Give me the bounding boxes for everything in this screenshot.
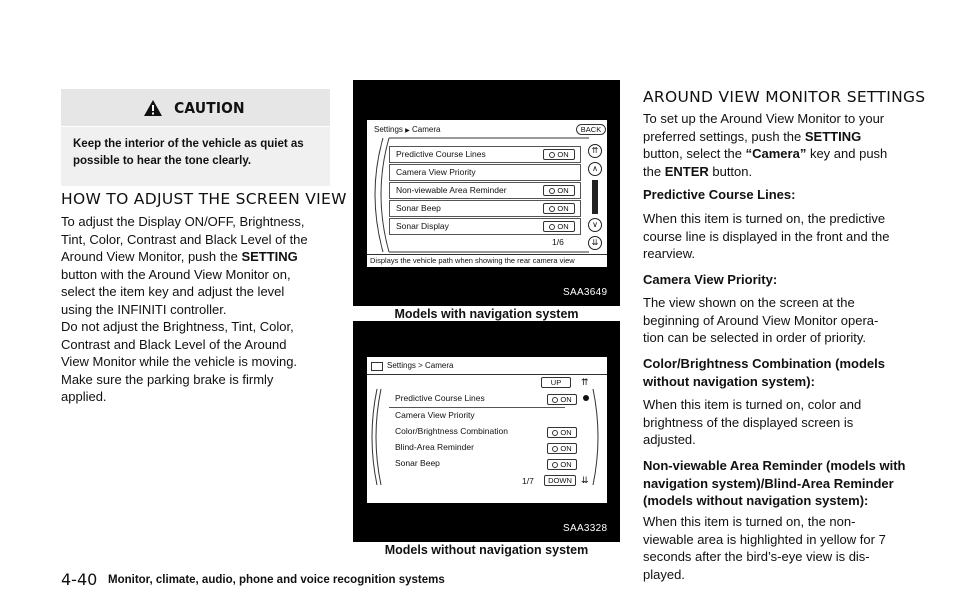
nav-toggle-sonar-beep[interactable]: ON bbox=[543, 203, 575, 214]
nav-scrollbar[interactable] bbox=[592, 180, 598, 214]
settings-cvp-heading: Camera View Priority: bbox=[643, 272, 778, 287]
nav-toggle-sonar-display[interactable]: ON bbox=[543, 221, 575, 232]
nonav-up-button[interactable]: UP bbox=[541, 377, 571, 388]
settings-pcl-text: When this item is turned on, the predictive course line is displayed in the front and the rearview. bbox=[643, 211, 890, 262]
nonav-toggle-color-brightness[interactable]: ON bbox=[547, 427, 577, 438]
settings-pcl-heading: Predictive Course Lines: bbox=[643, 187, 796, 202]
figure-nonav-caption: Models without navigation system bbox=[384, 543, 589, 557]
adjust-paragraph-1: To adjust the Display ON/OFF, Brightness, Tint, Color, Contrast and Black Level of the Around View Monitor, push the SETTING button with the Around View Monitor on, select the item key and adjust the level using the INFINITI controller. bbox=[61, 214, 308, 317]
nav-hint-bar: Displays the vehicle path when showing the rear camera view bbox=[367, 254, 607, 267]
caution-header bbox=[61, 89, 330, 126]
figure-nav-caption: Models with navigation system bbox=[394, 307, 579, 321]
nonav-toggle-blind-area[interactable]: ON bbox=[547, 443, 577, 454]
section-heading-adjust: HOW TO ADJUST THE SCREEN VIEW bbox=[61, 190, 347, 208]
nonav-row-color-brightness[interactable]: Color/Brightness Combination bbox=[389, 424, 565, 441]
settings-cbc-heading: Color/Brightness Combination (models without navigation system): bbox=[643, 356, 885, 389]
nav-scroll-top-icon[interactable]: ⇈ bbox=[588, 144, 602, 158]
nonav-scroll-position bbox=[583, 395, 589, 401]
settings-intro: To set up the Around View Monitor to your preferred settings, push the SETTING button, select the “Camera” key and push the ENTER button. bbox=[643, 111, 888, 179]
settings-nvar-text: When this item is turned on, the non- viewable area is highlighted in yellow for 7 seconds after the bird’s-eye view is dis- played. bbox=[643, 514, 886, 582]
nonav-scroll-bottom-icon[interactable]: ⇊ bbox=[581, 475, 589, 485]
adjust-paragraph-2: Do not adjust the Brightness, Tint, Color, Contrast and Black Level of the Around View Monitor while the vehicle is moving. Make sure the parking brake is firmly applied. bbox=[61, 319, 298, 405]
nav-scroll-up-icon[interactable]: ∧ bbox=[588, 162, 602, 176]
nav-row-sonar-display[interactable]: Sonar Display bbox=[389, 218, 581, 235]
nonav-toggle-predictive[interactable]: ON bbox=[547, 394, 577, 405]
nonav-row-blind-area[interactable]: Blind-Area Reminder bbox=[389, 440, 565, 457]
nav-row-non-viewable-area[interactable]: Non-viewable Area Reminder bbox=[389, 182, 581, 199]
chapter-title: Monitor, climate, audio, phone and voice recognition systems bbox=[108, 574, 445, 586]
nav-row-camera-view-priority[interactable]: Camera View Priority bbox=[389, 164, 581, 181]
nav-scroll-down-icon[interactable]: ∨ bbox=[588, 218, 602, 232]
nav-toggle-predictive[interactable]: ON bbox=[543, 149, 575, 160]
nonav-down-button[interactable]: DOWN bbox=[544, 475, 576, 486]
nonav-row-predictive-course-lines[interactable]: Predictive Course Lines bbox=[389, 391, 565, 408]
figure-nonav-frame bbox=[353, 321, 620, 542]
nonav-toggle-sonar-beep[interactable]: ON bbox=[547, 459, 577, 470]
nav-screen bbox=[366, 119, 608, 268]
nonav-breadcrumb: Settings > Camera bbox=[387, 361, 454, 370]
nonav-screen bbox=[366, 356, 608, 504]
caution-title: CAUTION bbox=[174, 98, 245, 117]
nav-scroll-bottom-icon[interactable]: ⇊ bbox=[588, 236, 602, 250]
settings-cvp-text: The view shown on the screen at the beginning of Around View Monitor opera- tion can be selected in order of priority. bbox=[643, 295, 879, 346]
nonav-row-camera-view-priority[interactable]: Camera View Priority bbox=[389, 408, 565, 425]
nonav-scroll-top-icon[interactable]: ⇈ bbox=[581, 377, 589, 387]
nav-toggle-non-viewable[interactable]: ON bbox=[543, 185, 575, 196]
nav-row-predictive-course-lines[interactable]: Predictive Course Lines bbox=[389, 146, 581, 163]
section-heading-settings: AROUND VIEW MONITOR SETTINGS bbox=[643, 88, 926, 106]
nonav-page-indicator: 1/7 bbox=[522, 476, 534, 486]
nonav-row-sonar-beep[interactable]: Sonar Beep bbox=[389, 456, 565, 473]
nav-page-indicator: 1/6 bbox=[552, 237, 564, 247]
settings-cbc-text: When this item is turned on, color and brightness of the displayed screen is adjusted. bbox=[643, 397, 862, 448]
caution-body: Keep the interior of the vehicle as quiet as possible to hear the tone clearly. bbox=[61, 127, 330, 186]
figure-nav-code: SAA3649 bbox=[563, 287, 608, 298]
nav-breadcrumb: Settings ▶ Camera bbox=[374, 125, 441, 134]
figure-nav-frame bbox=[353, 80, 620, 306]
figure-nonav-code: SAA3328 bbox=[563, 523, 608, 534]
settings-nvar-heading: Non-viewable Area Reminder (models with navigation system)/Blind-Area Reminder (models without navigation system): bbox=[643, 458, 906, 509]
caution-box bbox=[61, 89, 330, 185]
page-number: 4-40 bbox=[61, 570, 98, 589]
warning-icon bbox=[143, 99, 163, 117]
nav-row-sonar-beep[interactable]: Sonar Beep bbox=[389, 200, 581, 217]
nav-back-button[interactable]: BACK bbox=[576, 124, 606, 135]
